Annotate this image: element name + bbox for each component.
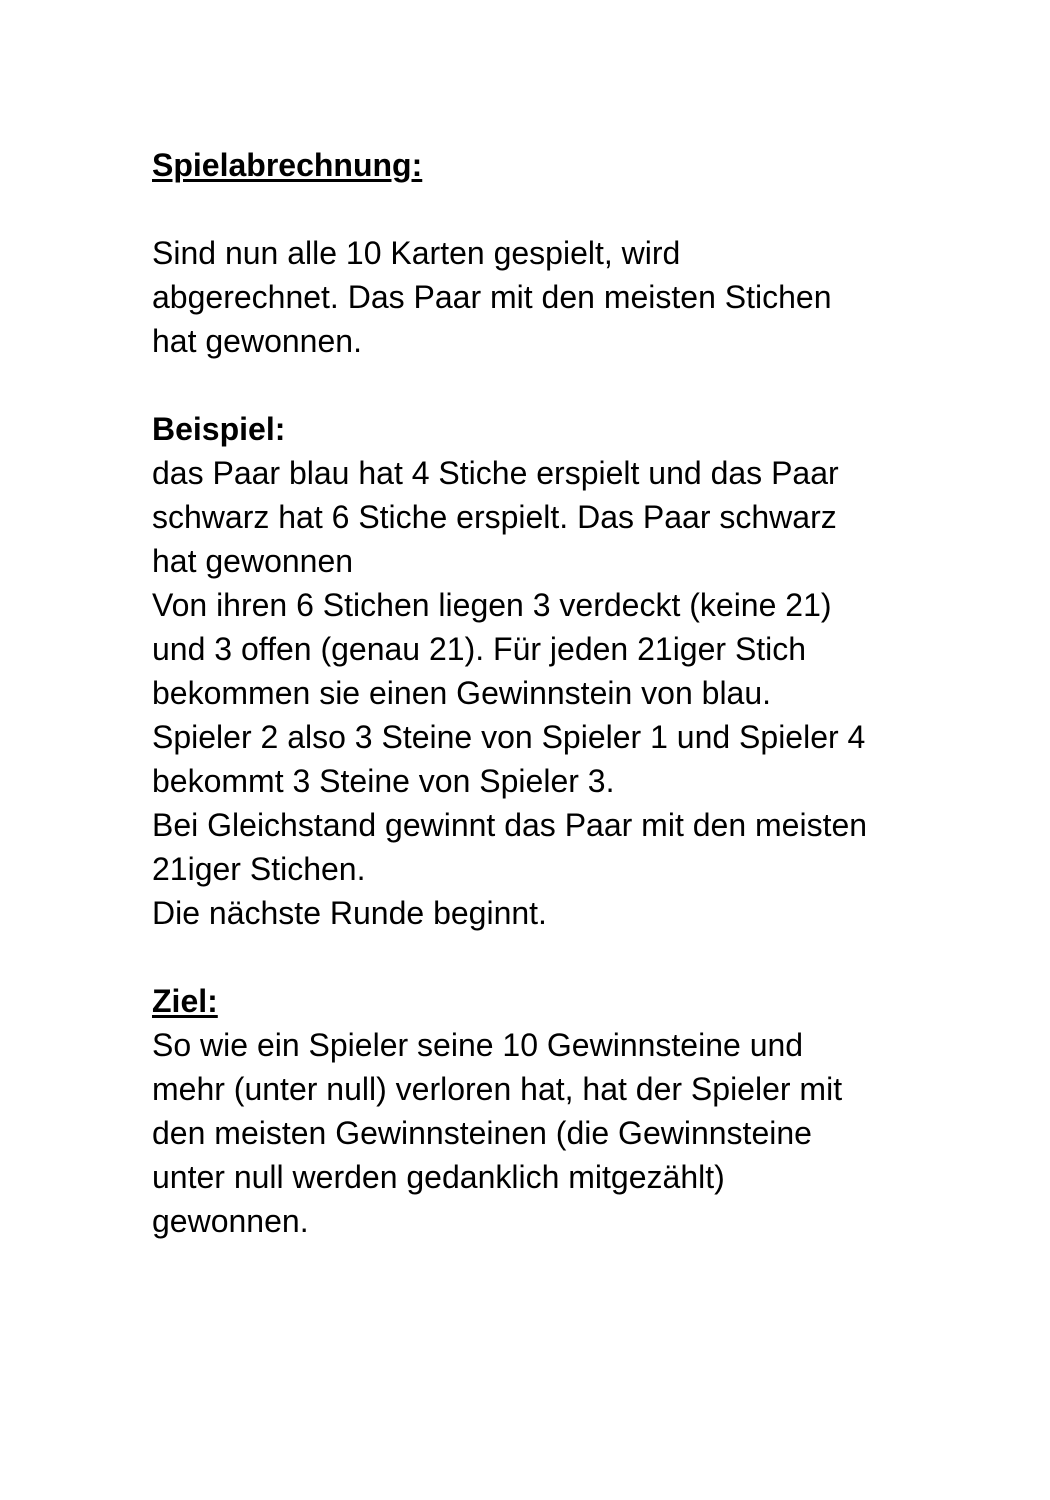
text-line: hat gewonnen. bbox=[152, 323, 362, 359]
text-line: bekommt 3 Steine von Spieler 3. bbox=[152, 763, 615, 799]
text-line: Spieler 2 also 3 Steine von Spieler 1 und Spieler 4 bbox=[152, 719, 866, 755]
heading-beispiel: Beispiel: bbox=[152, 411, 286, 447]
section-beispiel bbox=[152, 407, 950, 935]
text-line: Bei Gleichstand gewinnt das Paar mit den meisten bbox=[152, 807, 868, 843]
section-spielabrechnung bbox=[152, 143, 950, 363]
text-line: den meisten Gewinnsteinen (die Gewinnsteine bbox=[152, 1115, 812, 1151]
text-line: bekommen sie einen Gewinnstein von blau. bbox=[152, 675, 772, 711]
text-line: gewonnen. bbox=[152, 1203, 309, 1239]
heading-spielabrechnung: Spielabrechnung: bbox=[152, 147, 423, 183]
text-line: abgerechnet. Das Paar mit den meisten Stichen bbox=[152, 279, 832, 315]
text-line: Die nächste Runde beginnt. bbox=[152, 895, 547, 931]
heading-ziel: Ziel: bbox=[152, 983, 218, 1019]
text-line: mehr (unter null) verloren hat, hat der Spieler mit bbox=[152, 1071, 843, 1107]
text-line: unter null werden gedanklich mitgezählt) bbox=[152, 1159, 725, 1195]
text-line: schwarz hat 6 Stiche erspielt. Das Paar schwarz bbox=[152, 499, 837, 535]
text-line: das Paar blau hat 4 Stiche erspielt und das Paar bbox=[152, 455, 839, 491]
text-line: und 3 offen (genau 21). Für jeden 21iger Stich bbox=[152, 631, 807, 667]
text-line: So wie ein Spieler seine 10 Gewinnsteine und bbox=[152, 1027, 804, 1063]
text-line: hat gewonnen bbox=[152, 543, 354, 579]
text-line: Sind nun alle 10 Karten gespielt, wird bbox=[152, 235, 681, 271]
text-line: Von ihren 6 Stichen liegen 3 verdeckt (keine 21) bbox=[152, 587, 832, 623]
text-line: 21iger Stichen. bbox=[152, 851, 366, 887]
section-ziel bbox=[152, 979, 950, 1243]
